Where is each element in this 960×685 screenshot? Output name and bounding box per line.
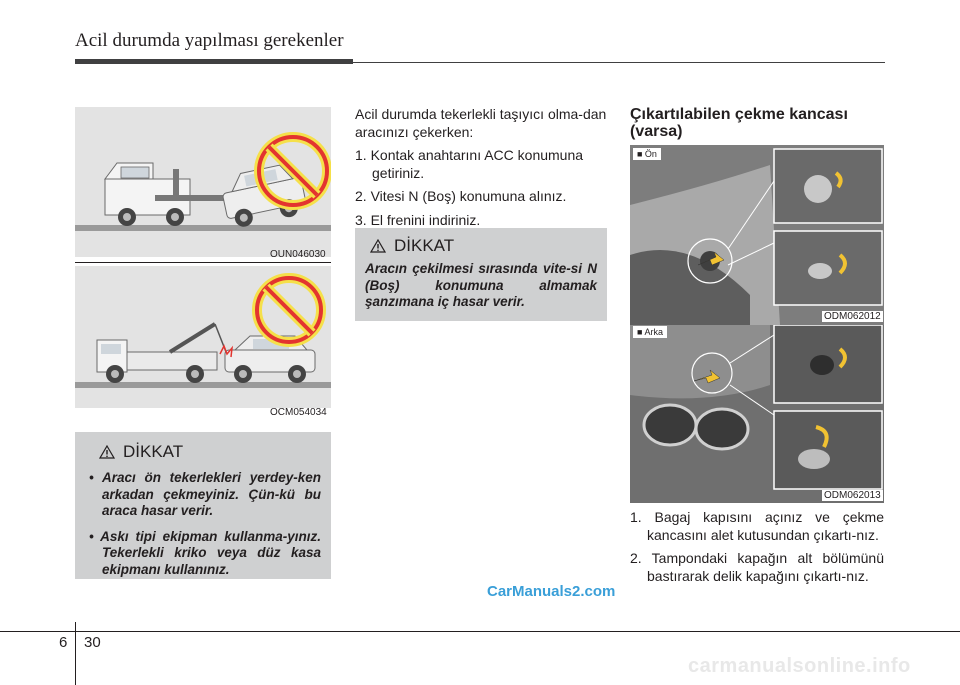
tow-hook-steps-list [630, 509, 884, 585]
carmanuals2-watermark: CarManuals2.com [487, 583, 616, 600]
tow-truck-wheel-lift-figure [75, 107, 331, 257]
warning-title-middle [370, 236, 597, 256]
warning-triangle-icon [99, 445, 115, 459]
step-item: 1. Bagaj kapısını açınız ve çekme kancasını alet kutusundan çıkartı-nız. [630, 509, 884, 543]
tow-truck-sling-figure [75, 266, 331, 408]
footer-divider [75, 622, 76, 685]
front-label: ■ Ön [633, 148, 661, 160]
tow-hook-section-title: Çıkartılabilen çekme kancası (varsa) [630, 106, 848, 140]
warning-box-middle [355, 228, 607, 321]
carmanualsonline-watermark: carmanualsonline.info [688, 655, 911, 677]
step-item: 3. El frenini indiriniz. [355, 211, 481, 228]
warning-title-text: DİKKAT [394, 236, 455, 255]
rear-figure-code: ODM062013 [824, 490, 881, 501]
intro-paragraph: Acil durumda tekerlekli taşıyıcı olma-dan aracınızı çekerken: [355, 106, 607, 140]
page-number: 30 [84, 634, 101, 651]
step-item: 2. Tampondaki kapağın alt bölümünü bastırarak delik kapağını çıkartı-nız. [630, 550, 884, 584]
page-header-title: Acil durumda yapılması gerekenler [75, 30, 344, 51]
header-bar [75, 59, 353, 64]
warning-title-left [99, 442, 321, 462]
step-item: 2. Vitesi N (Boş) konumuna alınız. [355, 188, 567, 204]
middle-column-text [355, 106, 607, 235]
step-item: 1. Kontak anahtarını ACC konumuna getiriniz. [355, 147, 584, 181]
warning-title-text: DİKKAT [123, 442, 184, 461]
front-tow-hook-figure [630, 145, 884, 325]
warning-list-left [89, 470, 321, 578]
towing-steps-list [355, 147, 607, 229]
chapter-number: 6 [59, 634, 68, 651]
front-figure-code: ODM062012 [824, 311, 881, 322]
warning-box-left [75, 432, 331, 579]
figure2-code: OCM054034 [270, 407, 327, 418]
rear-label: ■ Arka [633, 326, 667, 338]
warning-bullet: • Aracı ön tekerlekleri yerdey-ken arkadan çekmeyiniz. Çün-kü bu araca hasar verir. [89, 470, 321, 518]
warning-text-middle: Aracın çekilmesi sırasında vite-si N (Boş) konumuna almamak şanzımana iç hasar verir. [365, 261, 597, 309]
header-rule [353, 62, 885, 63]
warning-triangle-icon [370, 239, 386, 253]
rear-tow-hook-figure [630, 325, 884, 503]
right-column-steps [630, 509, 884, 591]
figure-divider [75, 262, 331, 263]
figure1-code: OUN046030 [270, 249, 326, 260]
footer-rule [0, 631, 960, 632]
warning-bullet: • Askı tipi ekipman kullanma-yınız. Tekerlekli kriko veya düz kasa ekipmanı kullanınız. [89, 528, 321, 577]
